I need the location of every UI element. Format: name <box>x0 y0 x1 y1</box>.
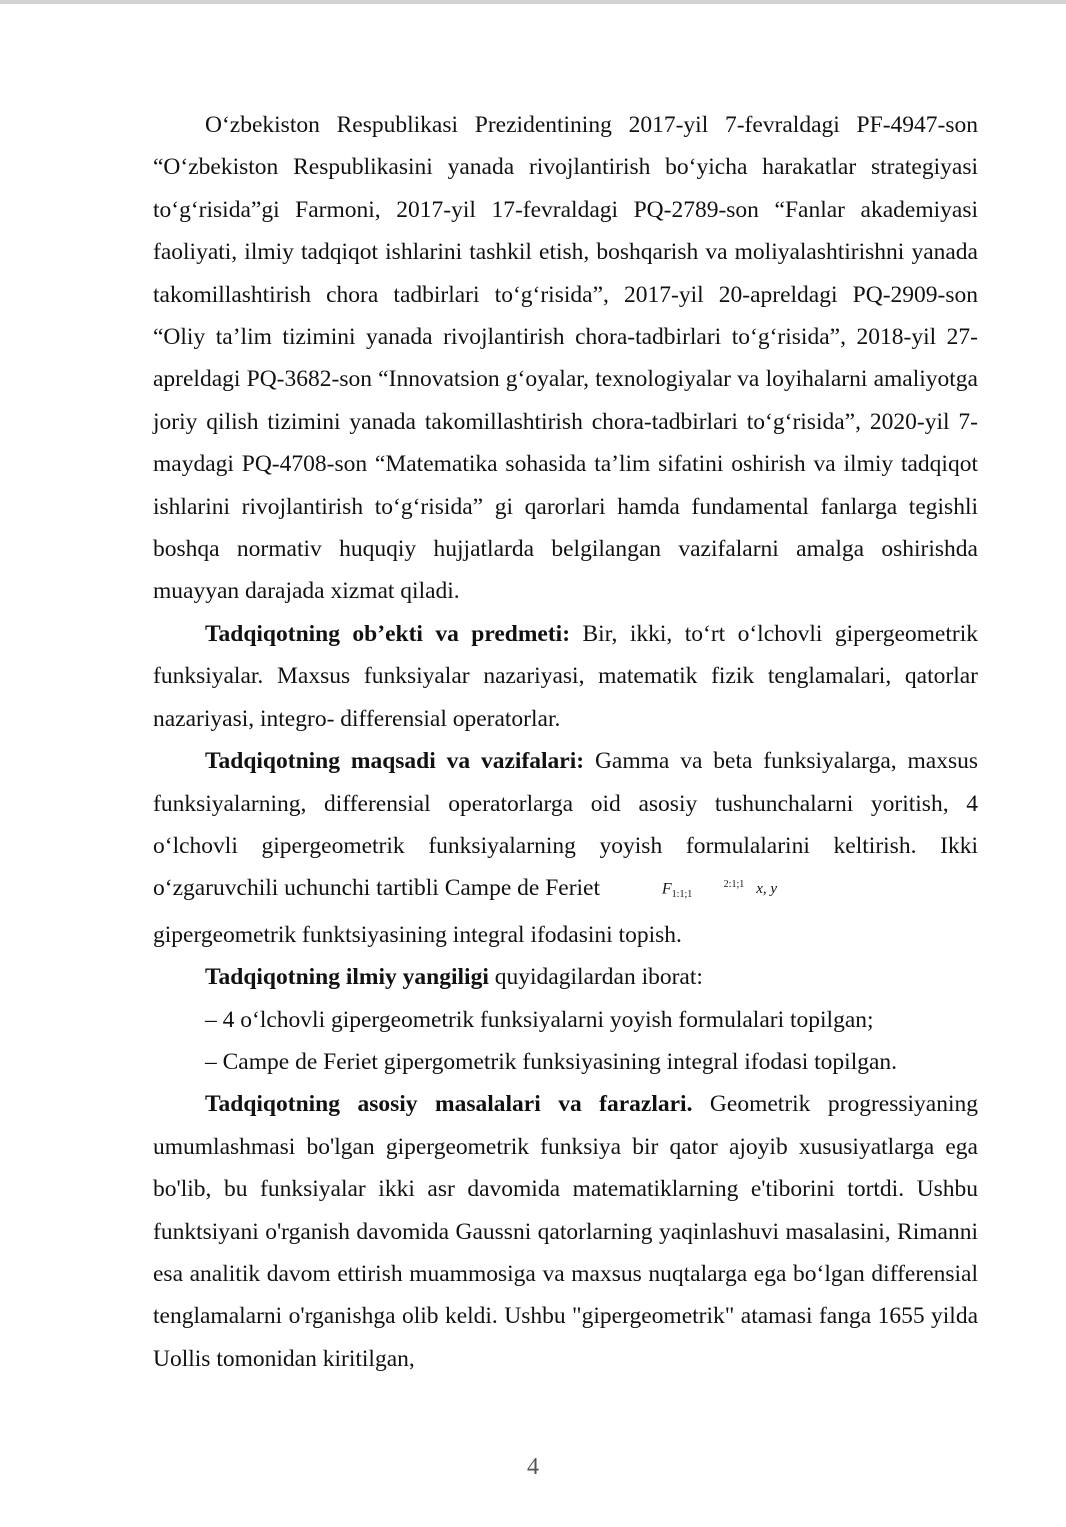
formula-scripts <box>672 880 745 900</box>
paragraph-problems <box>153 1083 978 1380</box>
heading-object-subject: Tadqiqotning ob’ekti va predmeti: <box>205 620 571 647</box>
formula-superscript: 2:1;1 <box>723 878 745 890</box>
text-goals-tail: gipergeometrik funktsiyasining integral ifodasini topish. <box>153 921 682 948</box>
list-item: – 4 o‘lchovli gipergeometrik funksiyalarni yoyish formulalari topilgan; <box>205 1006 874 1033</box>
heading-novelty: Tadqiqotning ilmiy yangiligi <box>205 964 489 991</box>
list-item: – Campe de Feriet gipergometrik funksiyasining integral ifodasi topilgan. <box>205 1048 898 1075</box>
paragraph-object-subject <box>153 613 978 740</box>
heading-goals: Tadqiqotning maqsadi va vazifalari: <box>205 748 585 775</box>
line-spacer <box>153 910 978 914</box>
text-goals: Gamma va beta funksiyalarga, maxsus funksiyalarning, differensial operatorlarga oid asosiy tushunchalarni yoritish, 4 o‘lchovli gipergeometrik funksiyalarning yoyish formulalarini keltirish. Ikki o‘zgaruvchili uchunchi tartibli Campe de Feriet <box>153 748 978 902</box>
formula-subscript: 1:1;1 <box>671 888 693 900</box>
body-text <box>153 104 978 1380</box>
paragraph-goals <box>153 740 978 956</box>
campe-de-feriet-formula <box>610 880 777 900</box>
heading-problems: Tadqiqotning asosiy masalalari va farazlari. <box>205 1091 693 1118</box>
formula-symbol: F <box>661 880 672 898</box>
text-novelty: quyidagilardan iborat: <box>488 964 703 991</box>
paragraph-novelty <box>153 956 978 998</box>
formula-args: x, y <box>756 881 778 898</box>
text-object-subject: Bir, ikki, to‘rt o‘lchovli gipergeometrik funksiyalar. Maxsus funksiyalar nazariyasi, matematik fizik tenglamalari, qatorlar nazariyasi, integro- differensial operatorlar. <box>153 620 978 732</box>
page-number: 4 <box>527 1454 539 1480</box>
paragraph-decrees <box>153 104 978 613</box>
paragraph-decrees-text: O‘zbekiston Respublikasi Prezidentining 2017-yil 7-fevraldagi PF-4947-son “O‘zbekiston Respublikasini yanada rivojlantirish bo‘yicha harakatlar strategiyasi to‘g‘risida”gi Farmoni, 2017-yil 17-fevraldagi PQ-2789-son “Fanlar akademiyasi faoliyati, ilmiy tadqiqot ishlarini tashkil etish, boshqarish va moliyalashtirishni yanada takomillashtirish chora tadbirlari to‘g‘risida”, 2017-yil 20-apreldagi PQ-2909-son “Oliy ta’lim tizimini yanada rivojlantirish chora-tadbirlari to‘g‘risida”, 2018-yil 27-apreldagi PQ-3682-son “Innovatsion g‘oyalar, texnologiyalar va loyihalarni amaliyotga joriy qilish tizimini yanada takomillashtirish chora-tadbirlari to‘g‘risida”, 2020-yil 7-maydagi PQ-4708-son “Matematika sohasida ta’lim sifatini oshirish va ilmiy tadqiqot ishlarini rivojlantirish to‘g‘risida” gi qarorlari hamda fundamental fanlarga tegishli boshqa normativ huquqiy hujjatlarda belgilangan vazifalarni amalga oshirishda muayyan darajada xizmat qiladi. <box>153 112 978 605</box>
text-problems: Geometrik progressiyaning umumlashmasi bo'lgan gipergeometrik funksiya bir qator ajoyib xususiyatlarga ega bo'lib, bu funksiyalar ikki asr davomida matematiklarning e'tiborini tortdi. Ushbu funktsiyani o'rganish davomida Gaussni qatorlarning yaqinlashuvi masalasini, Rimanni esa analitik davom ettirish muammosiga va maxsus nuqtalarga ega bo‘lgan differensial tenglamalarni o'rganishga olib keldi. Ushbu "gipergeometrik" atamasi fanga 1655 yilda Uollis tomonidan kiritilgan, <box>153 1091 979 1372</box>
